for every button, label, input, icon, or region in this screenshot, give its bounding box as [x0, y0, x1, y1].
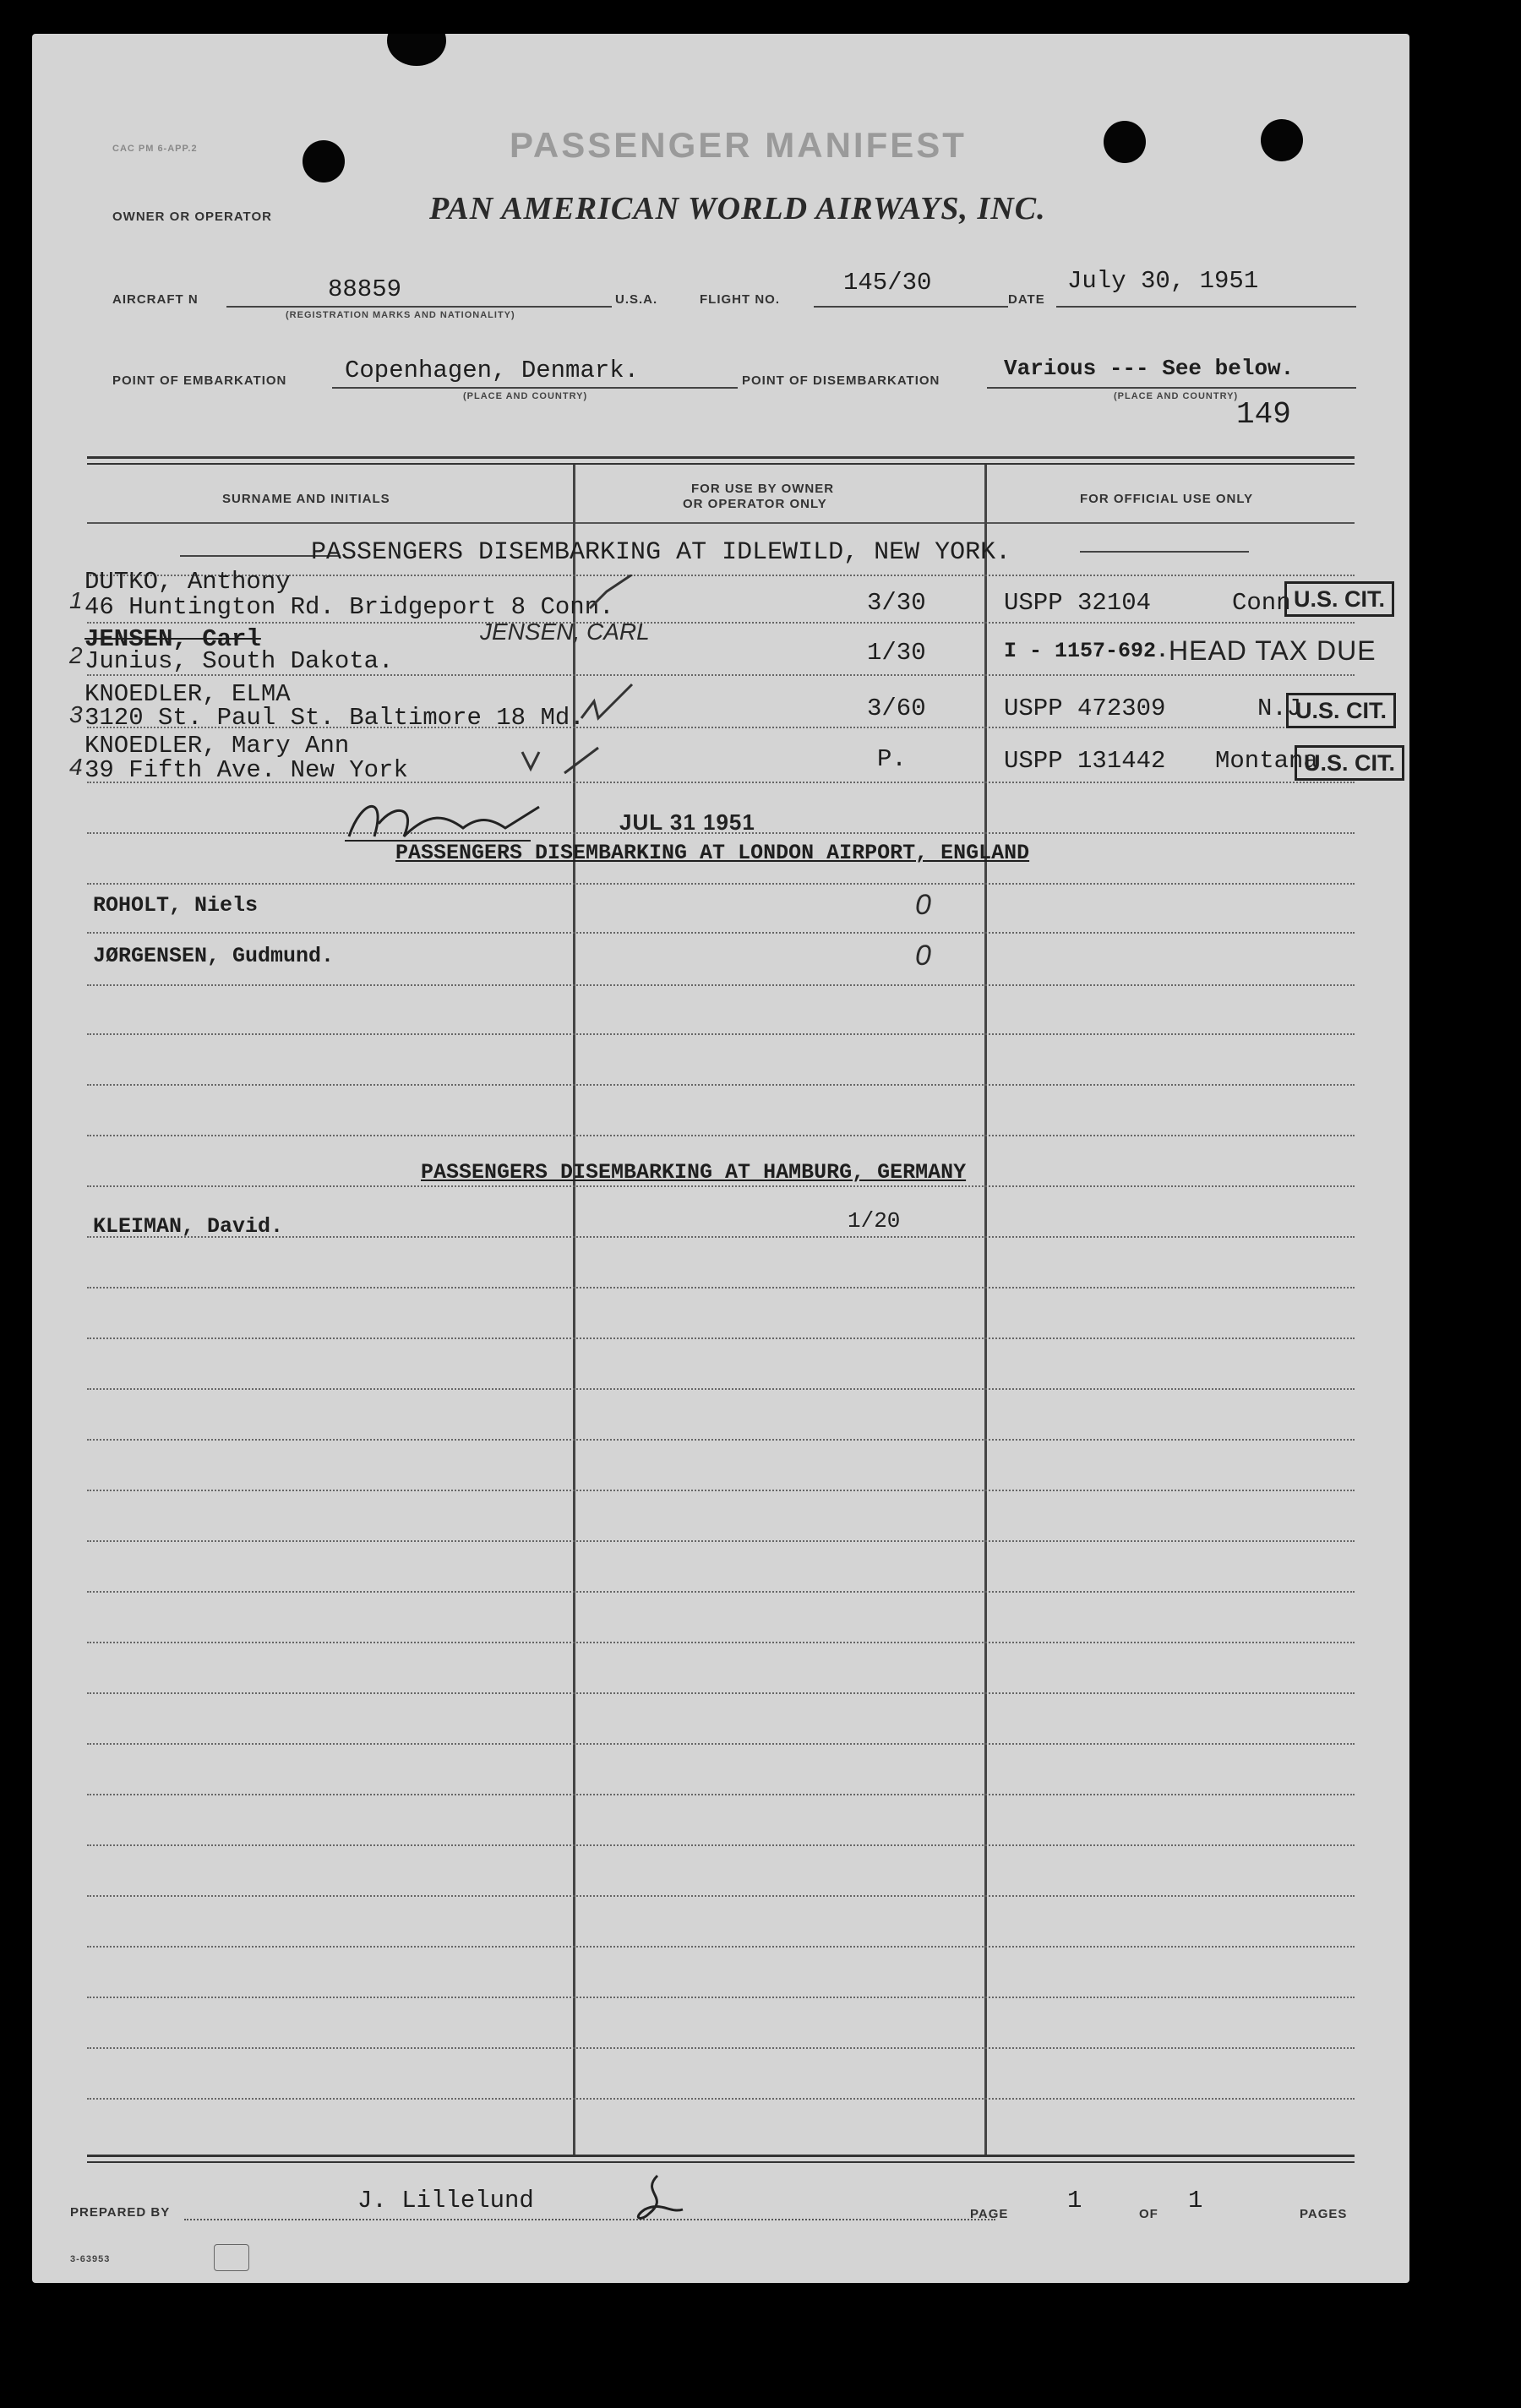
row-rule [87, 1844, 1355, 1846]
column-header-owner-line2: OR OPERATOR ONLY [683, 497, 827, 511]
footer-rule-top [87, 2155, 1355, 2157]
owner-value: PAN AMERICAN WORLD AIRWAYS, INC. [429, 191, 1046, 226]
row-rule [87, 1490, 1355, 1491]
head-tax-stamp: HEAD TAX DUE [1169, 635, 1377, 666]
row-rule [87, 1033, 1355, 1035]
preparer-initials [624, 2171, 691, 2231]
row-rule [87, 883, 1355, 885]
passenger-ticket: 3/30 [867, 589, 926, 617]
row-rule [87, 1642, 1355, 1643]
row-rule [87, 1895, 1355, 1897]
row-rule [87, 1540, 1355, 1542]
passenger-state: Conn [1232, 589, 1291, 617]
row-rule [87, 1946, 1355, 1948]
passenger-ticket: 3/60 [867, 695, 926, 722]
passenger-name: KNOEDLER, ELMA [84, 680, 291, 708]
row-rule [87, 1287, 1355, 1288]
passenger-official-entry: USPP 32104 [1004, 589, 1152, 617]
passenger-ticket: P. [877, 745, 907, 773]
passenger-ticket: 1/30 [867, 639, 926, 667]
london-passenger-mark: 0 [915, 889, 931, 921]
passenger-state: N.J [1257, 695, 1302, 722]
footer-rule-bottom [87, 2161, 1355, 2163]
passenger-official-entry: USPP 472309 [1004, 695, 1166, 722]
passenger-address: 3120 St. Paul St. Baltimore 18 Md. [84, 704, 585, 732]
passenger-name: KNOEDLER, Mary Ann [84, 732, 350, 760]
citizen-stamp: U.S. CIT. [1284, 581, 1394, 617]
prepared-by-underline [184, 2219, 995, 2220]
disembarkation-underline [987, 387, 1356, 389]
disembarkation-label: POINT OF DISEMBARKATION [742, 373, 940, 388]
row-rule [87, 1185, 1355, 1187]
date-label: DATE [1008, 292, 1045, 307]
aircraft-value: 88859 [328, 275, 402, 303]
registration-caption: (REGISTRATION MARKS AND NATIONALITY) [286, 310, 515, 320]
embarkation-value: Copenhagen, Denmark. [345, 357, 640, 384]
section-flourish-right [1080, 551, 1249, 553]
passenger-address: 39 Fifth Ave. New York [84, 756, 408, 784]
manifest-title: PASSENGER MANIFEST [510, 125, 967, 165]
row-rule [87, 2047, 1355, 2049]
column-header-surname: SURNAME AND INITIALS [222, 492, 390, 506]
printer-seal-icon [214, 2244, 249, 2271]
london-passenger-name: JØRGENSEN, Gudmund. [93, 944, 335, 968]
punch-hole-top-notch [387, 34, 446, 66]
row-rule [87, 1997, 1355, 1998]
london-passenger-mark: 0 [915, 940, 931, 972]
column-header-official: FOR OFFICIAL USE ONLY [1080, 492, 1254, 506]
disembarkation-value: Various --- See below. [1004, 356, 1295, 381]
passenger-official-entry: I - 1157-692. [1004, 639, 1169, 663]
embarkation-underline [332, 387, 738, 389]
passenger-number: 1 [69, 587, 83, 613]
row-rule [87, 1692, 1355, 1694]
aircraft-underline [226, 306, 612, 308]
page-label: PAGE [970, 2207, 1009, 2221]
aircraft-label: AIRCRAFT N [112, 292, 199, 307]
section-heading-idlewild: PASSENGERS DISEMBARKING AT IDLEWILD, NEW YORK. [311, 538, 1011, 567]
passenger-name: JENSEN, Carl [84, 625, 261, 653]
date-value: July 30, 1951 [1067, 267, 1259, 295]
row-rule [87, 1794, 1355, 1795]
header-rule-bottom [87, 463, 1355, 465]
citizen-stamp: U.S. CIT. [1286, 693, 1396, 728]
passenger-official-entry: USPP 131442 [1004, 747, 1166, 775]
inspector-date-stamp: JUL 31 1951 [619, 809, 755, 835]
flight-value: 145/30 [843, 269, 932, 297]
punch-hole-left [303, 140, 345, 183]
row-rule [87, 1439, 1355, 1441]
passenger-number: 4 [69, 754, 83, 780]
row-rule [87, 1135, 1355, 1136]
owner-label: OWNER OR OPERATOR [112, 210, 272, 224]
section-heading-hamburg: PASSENGERS DISEMBARKING AT HAMBURG, GERMANY [421, 1160, 967, 1185]
column-header-rule [87, 522, 1355, 524]
prepared-by-label: PREPARED BY [70, 2205, 171, 2220]
row-rule [87, 1388, 1355, 1390]
passenger-number: 2 [69, 642, 83, 668]
row-rule [87, 1337, 1355, 1339]
row-rule [87, 984, 1355, 986]
hamburg-passenger-ticket: 1/20 [848, 1208, 901, 1234]
passenger-name-handwritten: JENSEN, CARL [480, 618, 650, 645]
hamburg-passenger-name: KLEIMAN, David. [93, 1214, 284, 1239]
london-passenger-name: ROHOLT, Niels [93, 893, 259, 918]
sheet-number: 149 [1236, 397, 1291, 432]
manifest-sheet [32, 34, 1409, 2283]
form-number: 3-63953 [70, 2254, 111, 2264]
pages-label: PAGES [1300, 2207, 1348, 2221]
punch-hole-mid [1104, 121, 1146, 163]
citizen-stamp: U.S. CIT. [1295, 745, 1404, 781]
row-rule [87, 1084, 1355, 1086]
section-heading-london: PASSENGERS DISEMBARKING AT LONDON AIRPORT, ENGLAND [395, 841, 1030, 865]
date-underline [1056, 306, 1356, 308]
usa-label: U.S.A. [615, 292, 658, 307]
page-value: 1 [1067, 2187, 1082, 2215]
passenger-address: Junius, South Dakota. [84, 647, 394, 675]
passenger-number: 3 [69, 701, 83, 727]
form-corner-code: CAC PM 6-APP.2 [112, 144, 198, 154]
of-value: 1 [1188, 2187, 1203, 2215]
flight-underline [814, 306, 1008, 308]
passenger-state: Montana [1215, 747, 1318, 775]
punch-hole-right [1261, 119, 1303, 161]
of-label: OF [1139, 2207, 1158, 2221]
embarkation-label: POINT OF EMBARKATION [112, 373, 287, 388]
embarkation-caption: (PLACE AND COUNTRY) [463, 391, 588, 401]
row-rule [87, 2098, 1355, 2100]
passenger-name: DUTKO, Anthony [84, 568, 291, 596]
check-marks [505, 575, 641, 794]
flight-label: FLIGHT NO. [700, 292, 780, 307]
column-header-owner-line1: FOR USE BY OWNER [691, 482, 835, 496]
row-rule [87, 1743, 1355, 1745]
header-rule-top [87, 456, 1355, 459]
row-rule [87, 932, 1355, 934]
passenger-address: 46 Huntington Rd. Bridgeport 8 Conn. [84, 593, 614, 621]
row-rule [87, 1591, 1355, 1593]
prepared-by-value: J. Lillelund [357, 2187, 534, 2215]
column-divider-2 [984, 465, 987, 2156]
row-rule [87, 622, 1355, 624]
disembarkation-caption: (PLACE AND COUNTRY) [1114, 391, 1239, 401]
